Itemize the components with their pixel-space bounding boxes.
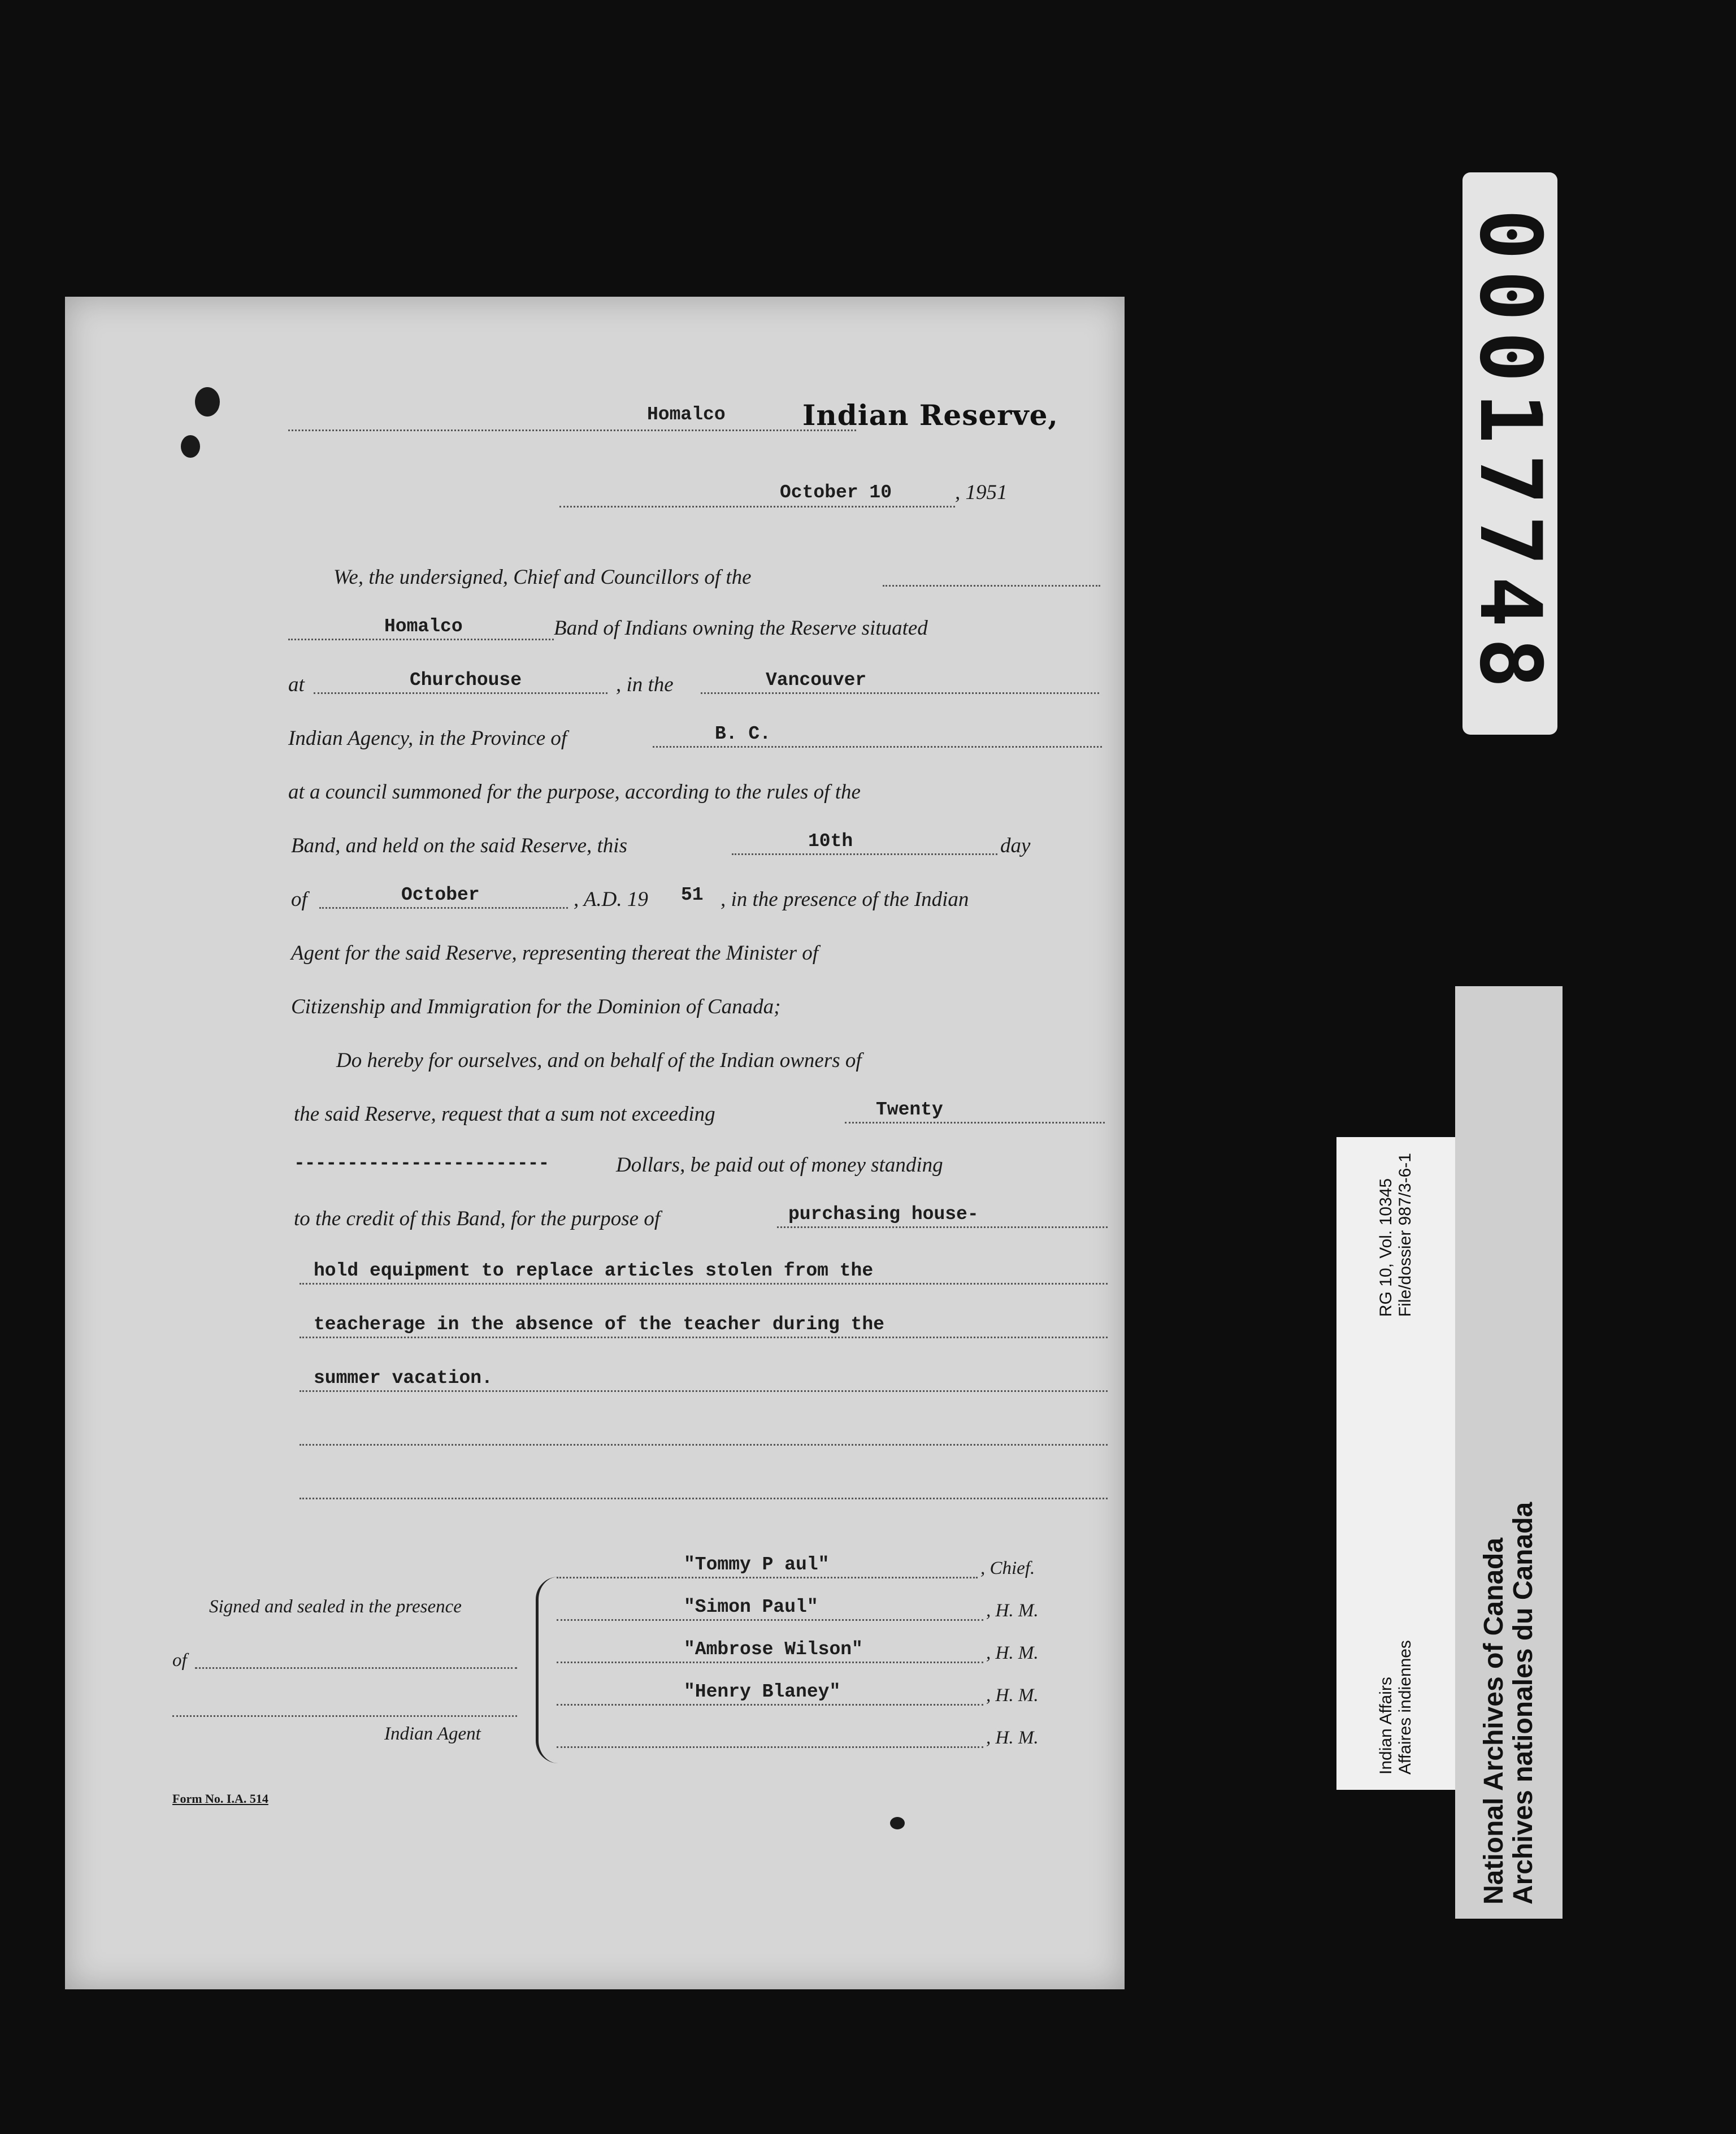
dept-fr: Affaires indiennes bbox=[1396, 1639, 1414, 1775]
witness-sign-line bbox=[172, 1715, 517, 1717]
signer-role-1: , Chief. bbox=[980, 1558, 1035, 1578]
archives-label bbox=[1455, 986, 1563, 1919]
blank-line-2 bbox=[300, 1498, 1108, 1499]
dept-en: Indian Affairs bbox=[1377, 1676, 1395, 1775]
signer-line-4 bbox=[557, 1704, 983, 1706]
purpose-line2 bbox=[300, 1283, 1108, 1285]
province: B. C. bbox=[715, 723, 771, 744]
signer-line-5 bbox=[557, 1746, 983, 1748]
purpose-line1 bbox=[777, 1226, 1108, 1228]
amount-line2: ------------------------ bbox=[294, 1153, 549, 1174]
ref-file: File/dossier 987/3-6-1 bbox=[1396, 1152, 1414, 1317]
witness-of-line bbox=[195, 1667, 517, 1669]
hole-punch-mark-2 bbox=[181, 435, 200, 458]
archives-name-en: National Archives of Canada bbox=[1479, 1537, 1509, 1905]
blank-line-1 bbox=[300, 1444, 1108, 1446]
ad-label: , A.D. 19 bbox=[574, 888, 648, 911]
month-line bbox=[319, 907, 568, 909]
p1-line5: at a council summoned for the purpose, according to the rules of the bbox=[288, 780, 861, 804]
purpose-line3 bbox=[300, 1337, 1108, 1338]
p2-line2: the said Reserve, request that a sum not exceeding bbox=[294, 1103, 715, 1126]
of-label: of bbox=[291, 888, 307, 911]
date: October 10 bbox=[780, 482, 892, 503]
form-number: Form No. I.A. 514 bbox=[172, 1792, 268, 1806]
agency-name: Vancouver bbox=[766, 670, 867, 691]
agency-label: Indian Agency, in the Province of bbox=[288, 727, 567, 750]
p1-line6: Band, and held on the said Reserve, this bbox=[291, 834, 627, 857]
p2-line1: Do hereby for ourselves, and on behalf of the Indian owners of bbox=[336, 1049, 862, 1072]
p1-line2: Band of Indians owning the Reserve situated bbox=[554, 617, 928, 640]
signer-role-2: , H. M. bbox=[986, 1600, 1039, 1621]
witness-of: of bbox=[172, 1650, 187, 1671]
purpose-4: summer vacation. bbox=[314, 1368, 493, 1389]
witness-role: Indian Agent bbox=[384, 1724, 481, 1744]
archives-name-fr: Archives nationales du Canada bbox=[1508, 1502, 1538, 1905]
signer-line-1 bbox=[557, 1577, 978, 1578]
witness-line1: Signed and sealed in the presence bbox=[209, 1597, 462, 1617]
date-line bbox=[559, 506, 955, 508]
dollars-label: Dollars, be paid out of money standing bbox=[616, 1153, 943, 1177]
purpose-2: hold equipment to replace articles stolen from the bbox=[314, 1260, 874, 1281]
band-name: Homalco bbox=[384, 616, 463, 637]
ink-speck bbox=[890, 1817, 905, 1829]
signer-name-2: "Simon Paul" bbox=[684, 1597, 818, 1617]
p1-line9: Citizenship and Immigration for the Dominion of Canada; bbox=[291, 995, 781, 1018]
reserve-title: Indian Reserve, bbox=[802, 398, 1058, 432]
date-year: , 1951 bbox=[955, 481, 1008, 504]
signer-line-2 bbox=[557, 1619, 983, 1621]
purpose-line4 bbox=[300, 1390, 1108, 1392]
signer-role-4: , H. M. bbox=[986, 1685, 1039, 1706]
frame-number: 00017748 bbox=[1461, 209, 1559, 699]
purpose-1: purchasing house- bbox=[788, 1204, 979, 1225]
month-value: October bbox=[401, 884, 480, 905]
p1-line7-end: , in the presence of the Indian bbox=[721, 888, 969, 911]
at-label: at bbox=[288, 673, 305, 696]
p2-line4: to the credit of this Band, for the purpose of bbox=[294, 1207, 661, 1230]
location: Churchouse bbox=[410, 670, 522, 691]
signer-role-5: , H. M. bbox=[986, 1728, 1039, 1748]
in-the-label: , in the bbox=[616, 673, 674, 696]
ref-volume: RG 10, Vol. 10345 bbox=[1377, 1178, 1395, 1317]
amount-line bbox=[845, 1122, 1105, 1124]
signer-role-3: , H. M. bbox=[986, 1643, 1039, 1663]
reserve-name: Homalco bbox=[647, 404, 726, 425]
signer-name-3: "Ambrose Wilson" bbox=[684, 1639, 863, 1660]
year-value: 51 bbox=[681, 884, 704, 905]
amount: Twenty bbox=[876, 1099, 943, 1120]
frame-number-strip bbox=[1462, 172, 1557, 735]
hole-punch-mark bbox=[195, 387, 220, 417]
signer-line-3 bbox=[557, 1662, 983, 1663]
purpose-3: teacherage in the absence of the teacher during the bbox=[314, 1314, 884, 1335]
document-page bbox=[65, 297, 1125, 1989]
signer-name-4: "Henry Blaney" bbox=[684, 1681, 841, 1702]
reference-label bbox=[1336, 1137, 1455, 1790]
signature-bracket bbox=[536, 1577, 561, 1763]
day-label: day bbox=[1000, 834, 1031, 857]
day-line bbox=[732, 853, 997, 855]
province-line bbox=[653, 746, 1102, 748]
day-value: 10th bbox=[808, 831, 853, 852]
signer-name-1: "Tommy P aul" bbox=[684, 1554, 830, 1575]
reserve-name-line bbox=[288, 430, 856, 431]
p1-line1-fill bbox=[883, 585, 1100, 587]
p1-line1: We, the undersigned, Chief and Councillors of the bbox=[333, 566, 752, 589]
location-line bbox=[314, 692, 607, 694]
band-name-line bbox=[288, 639, 554, 640]
p1-line8: Agent for the said Reserve, representing thereat the Minister of bbox=[291, 942, 819, 965]
agency-line bbox=[701, 692, 1099, 694]
